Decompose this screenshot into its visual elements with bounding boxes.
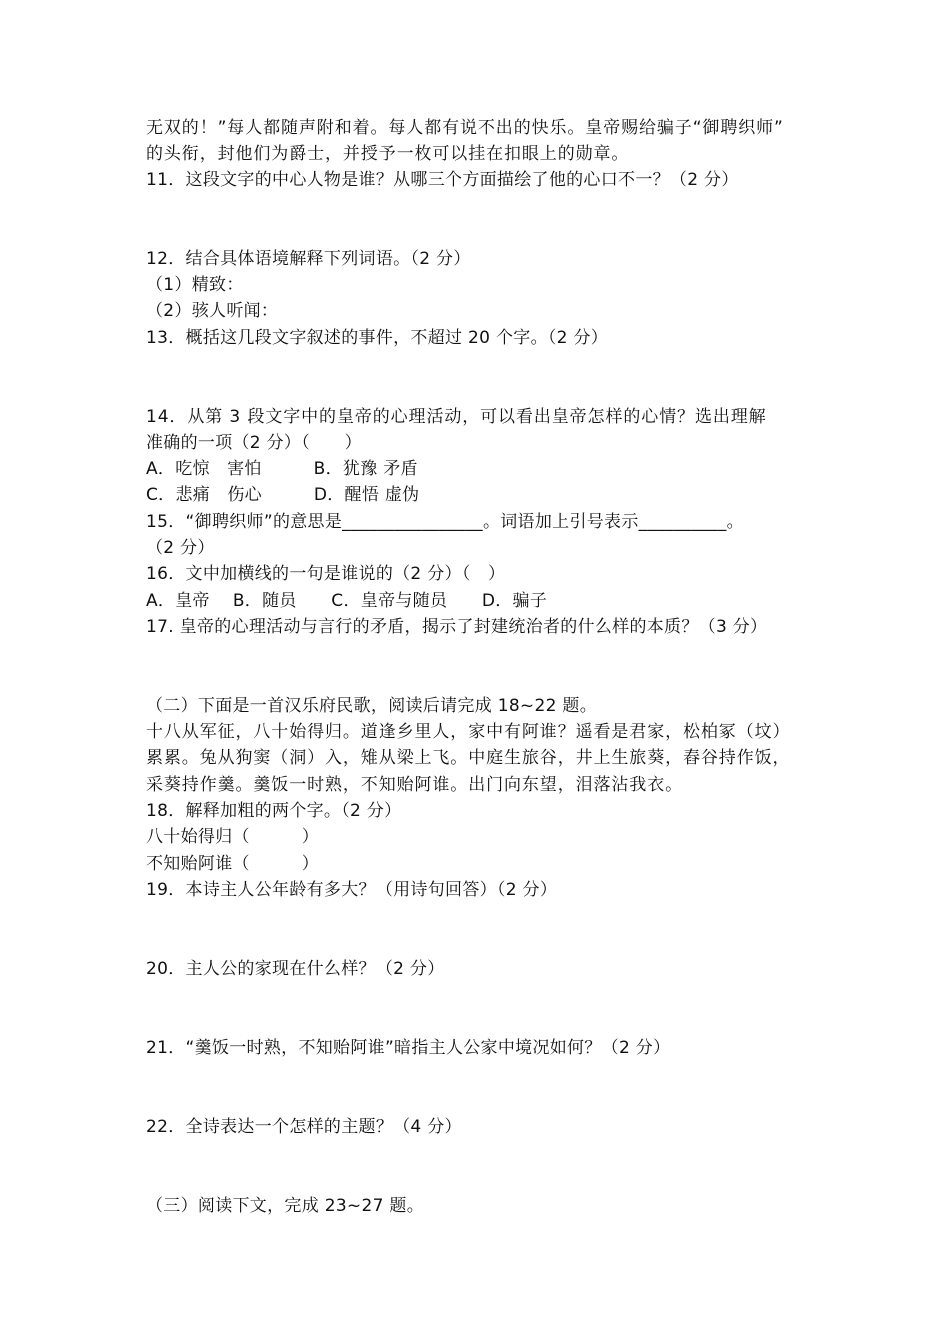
question-14-cont: 准确的一项（2 分）（ ）: [146, 433, 362, 453]
question-22: 22．全诗表达一个怎样的主题？（4 分）: [146, 1117, 462, 1137]
question-14: 14．从第 3 段文字中的皇帝的心理活动，可以看出皇帝怎样的心情？选出理解: [146, 407, 767, 427]
section-heading: （三）阅读下文，完成 23~27 题。: [146, 1196, 425, 1216]
section-heading: （二）下面是一首汉乐府民歌，阅读后请完成 18~22 题。: [146, 696, 598, 716]
question-19: 19．本诗主人公年龄有多大？（用诗句回答）（2 分）: [146, 880, 558, 900]
question-13: 13．概括这几段文字叙述的事件，不超过 20 个字。（2 分）: [146, 328, 609, 348]
question-11: 11．这段文字的中心人物是谁？从哪三个方面描绘了他的心口不一？（2 分）: [146, 170, 739, 190]
question-15-cont: （2 分）: [146, 538, 215, 558]
passage-line: 的头衔，封他们为爵士，并授予一枚可以挂在扣眼上的勋章。: [146, 144, 630, 164]
question-18-item: 不知贻阿谁（ ）: [146, 854, 319, 874]
poem-line: 采葵持作羹。羹饭一时熟，不知贻阿谁。出门向东望，泪落沾我衣。: [146, 775, 683, 795]
question-12-item: （2）骇人听闻：: [146, 301, 279, 321]
question-16-options: A．皇帝 B．随员 C．皇帝与随员 D．骗子: [146, 591, 548, 611]
question-14-options: C．悲痛 伤心 D．醒悟 虚伪: [146, 485, 420, 505]
question-21: 21．“羹饭一时熟，不知贻阿谁”暗指主人公家中境况如何？（2 分）: [146, 1038, 671, 1058]
question-15: 15．“御聘织师”的意思是________________。词语加上引号表示__________。: [146, 512, 744, 532]
passage-line: 无双的！”每人都随声附和着。每人都有说不出的快乐。皇帝赐给骗子“御聘织师”: [146, 118, 784, 138]
question-14-options: A．吃惊 害怕 B．犹豫 矛盾: [146, 459, 418, 479]
poem-line: 累累。兔从狗窦（洞）入，雉从梁上飞。中庭生旅谷，井上生旅葵，舂谷持作饭，: [146, 748, 791, 768]
question-17: 17. 皇帝的心理活动与言行的矛盾，揭示了封建统治者的什么样的本质？（3 分）: [146, 617, 768, 637]
question-18: 18．解释加粗的两个字。（2 分）: [146, 801, 402, 821]
question-16: 16．文中加横线的一句是谁说的（2 分）（ ）: [146, 564, 506, 584]
question-12-item: （1）精致：: [146, 275, 244, 295]
poem-line: 十八从军征，八十始得归。道逢乡里人，家中有阿谁？遥看是君家，松柏冢（坟）: [146, 722, 791, 742]
question-12: 12．结合具体语境解释下列词语。（2 分）: [146, 249, 471, 269]
question-18-item: 八十始得归（ ）: [146, 827, 319, 847]
question-20: 20．主人公的家现在什么样？（2 分）: [146, 959, 445, 979]
